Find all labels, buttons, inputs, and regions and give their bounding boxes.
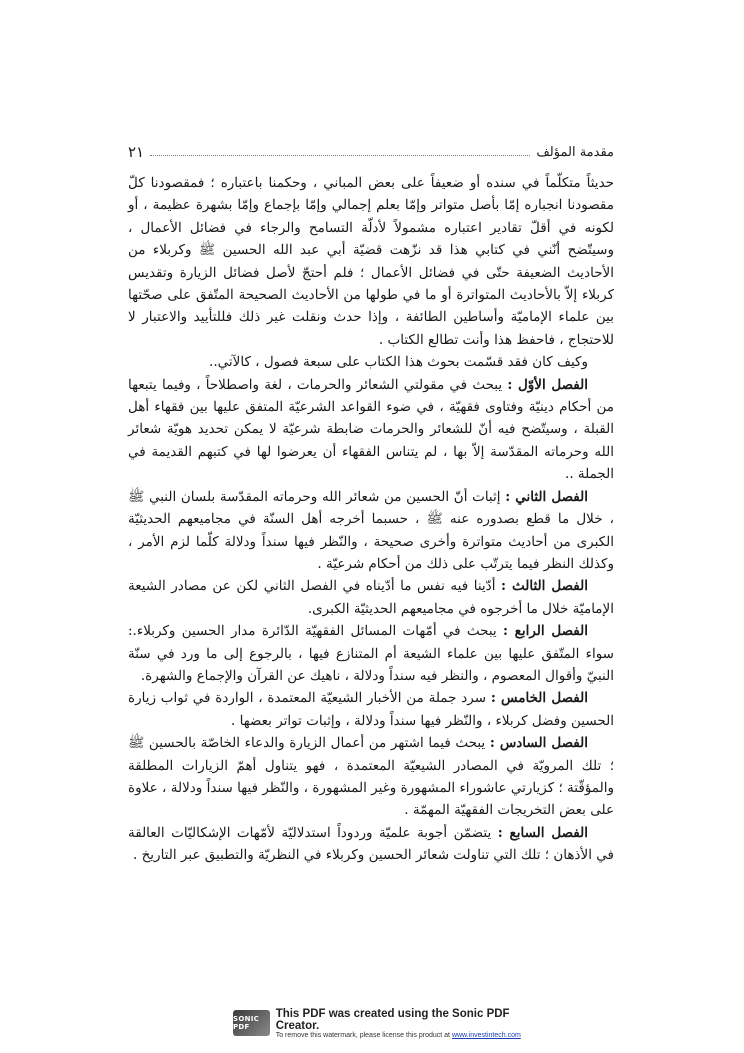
- section-title: الفصل الرابع :: [502, 623, 589, 640]
- chapter-title: مقدمة المؤلف: [536, 144, 614, 160]
- paragraph-text: يبحث فيما اشتهر من أعمال الزيارة والدعاء الخاصّة بالحسين ﷺ ؛ تلك المرويّة في المصادر الشيعيّة المعتمدة ، فهو يتناول أهمّ الزيارات المطلقة والمؤقّتة ؛ كزيارتي عاشوراء المشهورة وغير المشهورة ، والنّظر فيها سنداً ودلالة ، علاوة على بعض التخريجات الفقهيّة المهمّة .: [128, 735, 614, 819]
- header-leader-dots: [150, 155, 530, 156]
- section-title: الفصل الثاني :: [505, 488, 588, 505]
- paragraph-text: إثبات أنّ الحسين من شعائر الله وحرماته المقدّسة بلسان النبي ﷺ ، خلال ما قطع بصدوره عنه ﷺ ، حسبما أخرجه أهل السنّة في مجاميعهم الحديثيّة الكبرى من أحاديث متواترة وأخرى صحيحة ، والنّظر فيها سنداً ودلالة كلّما لزم الأمر ، وكذلك النظر فيما يترتّب على ذلك من أحكام شرعيّة .: [128, 488, 614, 572]
- paragraph-text: حديثاً متكلّماً في سنده أو ضعيفاً على بعض المباني ، وحكمنا باعتباره ؛ فمقصودنا كلّ مقصودنا انجباره إمّا بأصل متواتر وإمّا بعلم إجمالي وإمّا بإجماع وإمّا بشهرة عظيمة ، أو لكونه في أقلّ تقادير اعتباره مشمولاً لأدلّة التسامح والرجاء في فضائل الأعمال ، وسيتّضح أنّني في كتابي هذا قد نزّهت قضيّة أبي عبد الله الحسين ﷺ وكربلاء من الأحاديث الضعيفة حتّى في فضائل الأعمال ؛ فلم أحتجّ لأصل فضائل الزيارة وتقديس كربلاء إلاّ بالأحاديث المتواترة أو ما في طولها من الأحاديث الصحيحة المتّفق على صحّتها بين علماء الإماميّة وأساطين الطائفة ، وإذا حدث ونقلت غير ذلك فللتأييد والاعتبار لا للاحتجاج ، فاحفظ هذا وأنت تطالع الكتاب .: [128, 175, 614, 348]
- sonic-pdf-logo-icon: SONIC PDF: [233, 1010, 270, 1036]
- paragraph-text: أدّينا فيه نفس ما أدّيناه في الفصل الثاني لكن عن مصادر الشيعة الإماميّة خلال ما أخرجوه في مجاميعهم الحديثيّة الكبرى.: [128, 578, 614, 617]
- watermark-link[interactable]: www.investintech.com: [451, 1031, 521, 1039]
- section-paragraph: [128, 822, 614, 867]
- section-title: الفصل الثالث :: [501, 578, 588, 595]
- paragraph-text: سرد جملة من الأخبار الشيعيّة المعتمدة ، الواردة في ثواب زيارة الحسين وفضل كربلاء ، والنّظر فيها سنداً ودلالة ، وإثبات تواتر بعضها .: [128, 690, 614, 729]
- paragraph-text: يتضمّن أجوبة علميّة وردوداً استدلاليّة لأمّهات الإشكاليّات العالقة في الأذهان ؛ تلك التي تناولت شعائر الحسين وكربلاء في النظريّة والتطبيق عبر التاريخ .: [128, 824, 614, 864]
- paragraph-text: يبحث في مقولتي الشعائر والحرمات ، لغة واصطلاحاً ، وفيما يتبعها من أحكام دينيّة وفتاوى فقهيّة ، في ضوء القواعد الشرعيّة المتفق عليها بين فقهاء أهل القبلة ، وسيتّضح فيه أنّ للشعائر والحرمات ضابطة شرعيّة لا يمكن تحديد هويّة شعائر الله وحرماته المقدّسة إلاّ بها ، لم يتناس الفقهاء أن يعرضوا لها في كتبهم القديمة في الجملة ..: [128, 376, 614, 483]
- section-paragraph: [128, 575, 614, 620]
- section-title: الفصل السابع :: [497, 824, 588, 841]
- section-paragraph: [128, 374, 614, 486]
- watermark-text: [276, 1008, 533, 1039]
- section-title: الفصل الأوّل :: [507, 376, 588, 393]
- paragraph-text: يبحث في أمّهات المسائل الفقهيّة الدّائرة مدار الحسين وكربلاء.: سواء المتّفق عليها بين علماء الشيعة أم المتنازع فيها ، بالرجوع إلى ما ورد في سنّة النبيّ وأقوال المعصوم ، والنظر فيه سنداً ودلالة ، ناهيك عن القرآن والإجماع والشهرة.: [128, 623, 614, 684]
- body-text: [128, 172, 614, 867]
- section-title: الفصل السادس :: [489, 735, 588, 752]
- section-paragraph: [128, 620, 614, 687]
- paragraph: [128, 351, 614, 373]
- section-paragraph: [128, 732, 614, 822]
- paragraph-text: وكيف كان فقد قسّمت بحوث هذا الكتاب على سبعة فصول ، كالآتي..: [209, 354, 588, 371]
- page-number: ٢١: [128, 143, 145, 161]
- paragraph: [128, 172, 614, 351]
- section-title: الفصل الخامس :: [490, 690, 588, 707]
- watermark-line2-prefix: To remove this watermark, please license this product at: [275, 1031, 452, 1039]
- pdf-watermark: [233, 1005, 533, 1041]
- running-header: [128, 140, 614, 164]
- watermark-line2: [276, 1032, 533, 1039]
- section-paragraph: [128, 486, 614, 576]
- watermark-line1: This PDF was created using the Sonic PDF Creator.: [275, 1007, 510, 1032]
- section-paragraph: [128, 687, 614, 732]
